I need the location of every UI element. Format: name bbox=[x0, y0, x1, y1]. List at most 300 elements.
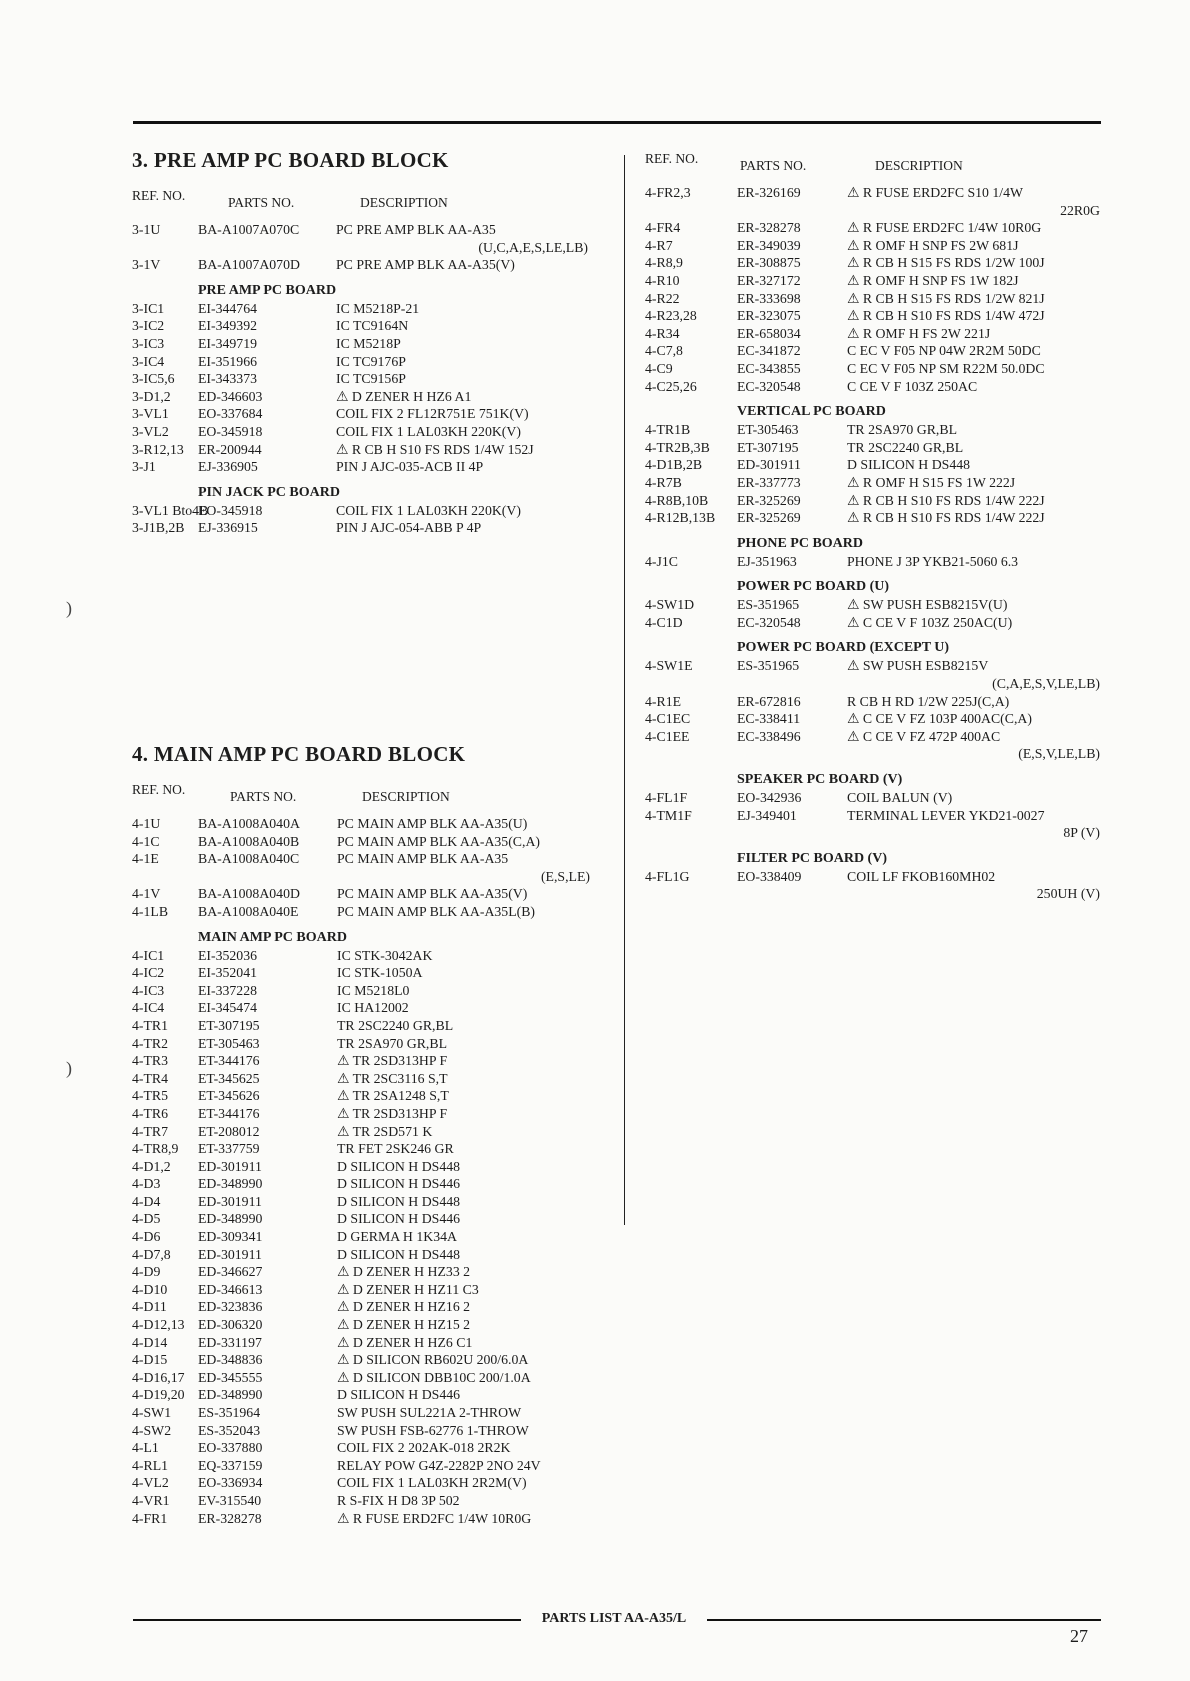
ref-no-cell: 4-TM1F bbox=[645, 807, 692, 823]
parts-no-cell: EO-338409 bbox=[737, 868, 802, 884]
table-row bbox=[645, 378, 1105, 396]
ref-no-cell: 4-TR6 bbox=[132, 1105, 169, 1121]
section-title: 4. MAIN AMP PC BOARD BLOCK bbox=[132, 742, 466, 766]
description-cell: RELAY POW G4Z-2282P 2NO 24V bbox=[337, 1457, 541, 1473]
parts-no-cell: ED-301911 bbox=[198, 1246, 262, 1262]
ref-no-cell: 4-FR1 bbox=[132, 1510, 168, 1526]
description-cell: IC STK-1050A bbox=[337, 965, 423, 981]
table-row bbox=[132, 370, 612, 388]
ref-no-cell: 3-IC1 bbox=[132, 300, 165, 316]
table-row bbox=[645, 254, 1105, 272]
table-row bbox=[132, 335, 612, 353]
ref-no-cell: 4-D4 bbox=[132, 1193, 161, 1209]
ref-no-cell: 4-J1C bbox=[645, 553, 678, 569]
ref-no-cell: 4-1C bbox=[132, 833, 160, 849]
parts-no-cell: EI-349719 bbox=[198, 335, 258, 351]
parts-no-cell: EO-337684 bbox=[198, 406, 263, 422]
ref-no-cell: 3-1U bbox=[132, 222, 161, 237]
table-row bbox=[645, 509, 1105, 527]
header-parts-no: PARTS NO. bbox=[228, 195, 295, 210]
ref-no-cell: 4-TR4 bbox=[132, 1070, 169, 1086]
parts-no-cell: ED-346613 bbox=[198, 1281, 263, 1297]
description-cell: COIL FIX 1 LAL03KH 2R2M(V) bbox=[337, 1475, 527, 1491]
table-row bbox=[132, 999, 612, 1017]
parts-no-cell: ED-323836 bbox=[198, 1299, 263, 1315]
description-cell: SW PUSH SUL221A 2-THROW bbox=[337, 1405, 522, 1420]
description-cell: ⚠ TR 2SD571 K bbox=[337, 1123, 433, 1139]
description-cell: ⚠ D ZENER H HZ11 C3 bbox=[337, 1281, 479, 1297]
ref-no-cell: 4-D1B,2B bbox=[645, 457, 703, 473]
parts-no-cell: ES-351965 bbox=[737, 597, 800, 613]
ref-no-cell: 3-IC2 bbox=[132, 318, 165, 334]
header-description: DESCRIPTION bbox=[360, 195, 448, 210]
ref-no-cell: 4-D11 bbox=[132, 1299, 167, 1315]
table-row bbox=[132, 1404, 612, 1422]
table-row bbox=[645, 728, 1105, 746]
main-amp-section bbox=[132, 742, 612, 1527]
parts-no-cell: ED-346627 bbox=[198, 1264, 263, 1280]
header-ref: REF. NO. bbox=[645, 151, 699, 166]
table-row bbox=[132, 317, 612, 335]
header-description: DESCRIPTION bbox=[362, 789, 450, 804]
ref-no-cell: 4-R8B,10B bbox=[645, 492, 709, 508]
description-cell: ⚠ R CB H S10 FS RDS 1/4W 222J bbox=[847, 492, 1045, 508]
parts-no-cell: ES-351964 bbox=[198, 1405, 261, 1420]
table-row bbox=[132, 947, 612, 965]
ref-no-cell: 4-TR2B,3B bbox=[645, 439, 710, 455]
ref-no-cell: 4-SW1D bbox=[645, 597, 695, 613]
description-cell: D SILICON H DS446 bbox=[337, 1211, 461, 1227]
description-cell: PIN J AJC-035-ACB II 4P bbox=[336, 459, 484, 475]
table-row bbox=[132, 1298, 612, 1316]
header-ref: REF. NO. bbox=[132, 782, 186, 797]
parts-no-cell: ED-301911 bbox=[737, 457, 801, 473]
parts-no-cell: EQ-337159 bbox=[198, 1457, 263, 1473]
ref-no-cell: 3-IC5,6 bbox=[132, 371, 175, 387]
table-row bbox=[132, 1105, 612, 1123]
table-row bbox=[132, 885, 612, 903]
ref-no-cell: 4-R34 bbox=[645, 325, 680, 341]
table-row bbox=[132, 1175, 612, 1193]
description-cell: COIL FIX 1 LAL03KH 220K(V) bbox=[336, 423, 521, 439]
parts-no-cell: ER-326169 bbox=[737, 185, 801, 200]
board-subheading: PRE AMP PC BOARD bbox=[198, 282, 337, 298]
parts-no-cell: ET-345625 bbox=[198, 1070, 260, 1086]
table-row bbox=[132, 1087, 612, 1105]
description-cell: ⚠ R CB H S10 FS RDS 1/4W 472J bbox=[847, 308, 1045, 324]
page-number: 27 bbox=[1070, 1626, 1088, 1646]
parts-no-cell: EV-315540 bbox=[198, 1492, 262, 1508]
parts-no-cell: ED-348990 bbox=[198, 1176, 263, 1192]
ref-no-cell: 4-D6 bbox=[132, 1229, 161, 1245]
ref-no-cell: 4-R1E bbox=[645, 693, 682, 709]
table-row bbox=[645, 596, 1105, 614]
ref-no-cell: 4-R23,28 bbox=[645, 308, 697, 324]
description-cell: D SILICON H DS446 bbox=[337, 1176, 461, 1192]
ref-no-cell: 4-SW1E bbox=[645, 658, 693, 674]
board-subheading: PIN JACK PC BOARD bbox=[198, 484, 340, 500]
description-cell: ⚠ R FUSE ERD2FC S10 1/4W bbox=[847, 185, 1024, 200]
table-row bbox=[132, 441, 612, 459]
ref-no-cell: 4-VR1 bbox=[132, 1492, 170, 1508]
description-cell: ⚠ D ZENER H HZ6 C1 bbox=[337, 1334, 473, 1350]
ref-no-cell: 3-1V bbox=[132, 257, 161, 273]
table-row bbox=[132, 1510, 612, 1528]
description-cell: PHONE J 3P YKB21-5060 6.3 bbox=[847, 553, 1019, 569]
ref-no-cell: 4-SW2 bbox=[132, 1422, 172, 1438]
ref-no-cell: 4-C1EC bbox=[645, 711, 691, 727]
ref-no-cell: 4-RL1 bbox=[132, 1457, 169, 1473]
parts-no-cell: EO-345918 bbox=[198, 423, 263, 439]
description-cell: COIL BALUN (V) bbox=[847, 790, 953, 806]
parts-no-cell: ES-351965 bbox=[737, 658, 800, 674]
table-row bbox=[132, 1228, 612, 1246]
ref-no-cell: 4-D9 bbox=[132, 1264, 161, 1280]
column-divider bbox=[624, 155, 625, 1225]
parts-no-cell: ER-327172 bbox=[737, 272, 801, 288]
table-header bbox=[132, 779, 612, 815]
ref-no-cell: 4-FR4 bbox=[645, 220, 681, 236]
ref-no-cell: 4-D14 bbox=[132, 1334, 168, 1350]
table-row bbox=[645, 219, 1105, 237]
description-cell: ⚠ D ZENER H HZ33 2 bbox=[337, 1264, 471, 1280]
ref-no-cell: 4-D10 bbox=[132, 1281, 168, 1297]
description-cell: IC TC9164N bbox=[336, 318, 409, 334]
parts-no-cell: ER-308875 bbox=[737, 255, 801, 271]
parts-table bbox=[132, 221, 612, 537]
section-title: 3. PRE AMP PC BOARD BLOCK bbox=[132, 148, 449, 172]
parts-no-cell: EI-344764 bbox=[198, 300, 258, 316]
description-cell: IC TC9156P bbox=[336, 371, 406, 387]
ref-no-cell: 4-R12B,13B bbox=[645, 510, 716, 526]
parts-no-cell: BA-A1008A040A bbox=[198, 816, 300, 831]
ref-no-cell: 4-IC2 bbox=[132, 965, 165, 981]
description-cell: PIN J AJC-054-ABB P 4P bbox=[336, 520, 482, 536]
description-cell: TR 2SA970 GR,BL bbox=[847, 422, 958, 438]
parts-no-cell: ET-305463 bbox=[737, 422, 799, 438]
ref-no-cell: 3-VL1 Bto4B bbox=[132, 502, 209, 518]
parts-no-cell: ED-346603 bbox=[198, 388, 263, 404]
description-cell: ⚠ D ZENER H HZ15 2 bbox=[337, 1317, 471, 1333]
description-cell: D SILICON H DS448 bbox=[337, 1246, 461, 1262]
table-header bbox=[645, 148, 1105, 184]
board-subheading: VERTICAL PC BOARD bbox=[737, 404, 886, 420]
description-cell: ⚠ C CE V F 103Z 250AC(U) bbox=[847, 614, 1013, 630]
ref-no-cell: 4-TR2 bbox=[132, 1035, 169, 1051]
parts-no-cell: EO-336934 bbox=[198, 1475, 263, 1491]
footer bbox=[133, 1613, 1101, 1627]
parts-no-cell: EI-345474 bbox=[198, 1000, 258, 1016]
header-description: DESCRIPTION bbox=[875, 158, 963, 173]
description-continuation: 8P (V) bbox=[1063, 825, 1100, 841]
parts-no-cell: EJ-336905 bbox=[198, 459, 258, 475]
parts-no-cell: ET-307195 bbox=[737, 439, 799, 455]
right-column bbox=[645, 148, 1105, 903]
table-row bbox=[132, 405, 612, 423]
ref-no-cell: 3-IC3 bbox=[132, 335, 165, 351]
parts-no-cell: ED-348836 bbox=[198, 1352, 263, 1368]
description-cell: ⚠ R OMF H SNP FS 2W 681J bbox=[847, 237, 1019, 253]
parts-no-cell: ER-323075 bbox=[737, 308, 801, 324]
header-parts-no: PARTS NO. bbox=[740, 158, 807, 173]
description-continuation: 250UH (V) bbox=[1036, 886, 1100, 902]
description-cell: PC MAIN AMP BLK AA-A35 bbox=[337, 851, 509, 867]
parts-no-cell: ER-672816 bbox=[737, 693, 801, 709]
pre-amp-section bbox=[132, 148, 612, 537]
header-parts-no: PARTS NO. bbox=[230, 789, 297, 804]
table-row bbox=[132, 1070, 612, 1088]
description-cell: PC MAIN AMP BLK AA-A35(C,A) bbox=[337, 833, 541, 849]
table-row bbox=[132, 1246, 612, 1264]
left-column bbox=[132, 148, 612, 1526]
table-row bbox=[132, 353, 612, 371]
parts-no-cell: ET-208012 bbox=[198, 1123, 260, 1139]
parts-no-cell: ED-348990 bbox=[198, 1211, 263, 1227]
ref-no-cell: 4-D3 bbox=[132, 1176, 161, 1192]
parts-no-cell: EI-352041 bbox=[198, 965, 258, 981]
ref-no-cell: 4-FL1F bbox=[645, 790, 688, 806]
description-cell: ⚠ D ZENER H HZ16 2 bbox=[337, 1299, 471, 1315]
description-cell: D GERMA H 1K34A bbox=[337, 1229, 457, 1245]
parts-table bbox=[645, 184, 1105, 903]
table-row bbox=[132, 519, 612, 537]
table-row bbox=[132, 1193, 612, 1211]
parts-no-cell: EJ-349401 bbox=[737, 807, 797, 823]
ref-no-cell: 4-D7,8 bbox=[132, 1246, 171, 1262]
parts-no-cell: EO-337880 bbox=[198, 1440, 263, 1456]
description-cell: ⚠ TR 2SA1248 S,T bbox=[337, 1088, 449, 1104]
parts-no-cell: EI-352036 bbox=[198, 947, 258, 963]
description-cell: D SILICON H DS446 bbox=[337, 1387, 461, 1403]
table-row bbox=[132, 256, 612, 274]
parts-no-cell: ED-309341 bbox=[198, 1229, 263, 1245]
table-row bbox=[132, 423, 612, 441]
board-subheading: MAIN AMP PC BOARD bbox=[198, 929, 347, 945]
table-row bbox=[132, 1052, 612, 1070]
description-cell: TR 2SC2240 GR,BL bbox=[847, 439, 964, 455]
table-row bbox=[645, 492, 1105, 510]
table-row bbox=[132, 388, 612, 406]
parts-no-cell: ER-325269 bbox=[737, 510, 801, 526]
table-row bbox=[645, 307, 1105, 325]
parts-no-cell: ER-337773 bbox=[737, 474, 801, 490]
description-cell: ⚠ TR 2SC3116 S,T bbox=[337, 1070, 448, 1086]
parts-no-cell: ED-306320 bbox=[198, 1317, 263, 1333]
ref-no-cell: 4-1LB bbox=[132, 903, 169, 919]
ref-no-cell: 3-IC4 bbox=[132, 353, 165, 369]
table-row bbox=[132, 502, 612, 520]
ref-no-cell: 4-C1EE bbox=[645, 728, 690, 744]
description-cell: ⚠ R FUSE ERD2FC 1/4W 10R0G bbox=[337, 1510, 532, 1526]
parts-no-cell: ET-337759 bbox=[198, 1141, 260, 1157]
parts-no-cell: ED-301911 bbox=[198, 1158, 262, 1174]
table-row bbox=[645, 272, 1105, 290]
description-cell: ⚠ R OMF H FS 2W 221J bbox=[847, 325, 991, 341]
parts-no-cell: ET-305463 bbox=[198, 1035, 260, 1051]
table-row bbox=[132, 850, 612, 868]
ref-no-cell: 4-SW1 bbox=[132, 1405, 172, 1420]
parts-table bbox=[132, 815, 612, 1527]
description-cell: PC MAIN AMP BLK AA-A35(U) bbox=[337, 816, 528, 831]
parts-no-cell: EO-345918 bbox=[198, 502, 263, 518]
description-cell: ⚠ C CE V FZ 472P 400AC bbox=[847, 728, 1001, 744]
table-row bbox=[132, 1123, 612, 1141]
parts-no-cell: ED-345555 bbox=[198, 1369, 263, 1385]
parts-no-cell: EI-351966 bbox=[198, 353, 258, 369]
description-continuation: (U,C,A,E,S,LE,LB) bbox=[478, 239, 588, 255]
ref-no-cell: 3-VL1 bbox=[132, 406, 169, 422]
description-cell: ⚠ TR 2SD313HP F bbox=[337, 1105, 448, 1121]
description-cell: TERMINAL LEVER YKD21-0027 bbox=[847, 807, 1045, 823]
parts-no-cell: ED-331197 bbox=[198, 1334, 262, 1350]
table-header bbox=[132, 185, 612, 221]
description-cell: ⚠ C CE V FZ 103P 400AC(C,A) bbox=[847, 711, 1032, 727]
ref-no-cell: 4-R22 bbox=[645, 290, 680, 306]
ref-no-cell: 4-FL1G bbox=[645, 868, 690, 884]
description-cell: ⚠ D SILICON DBB10C 200/1.0A bbox=[337, 1369, 531, 1385]
description-cell: ⚠ R CB H S15 FS RDS 1/2W 821J bbox=[847, 290, 1045, 306]
table-row bbox=[132, 300, 612, 318]
ref-no-cell: 4-D1,2 bbox=[132, 1158, 171, 1174]
ref-no-cell: 4-1E bbox=[132, 851, 159, 867]
table-row bbox=[645, 868, 1105, 886]
ref-no-cell: 4-C7,8 bbox=[645, 343, 683, 359]
ref-no-cell: 4-TR8,9 bbox=[132, 1141, 179, 1157]
parts-no-cell: ED-301911 bbox=[198, 1193, 262, 1209]
table-row bbox=[132, 1439, 612, 1457]
description-cell: ⚠ D ZENER H HZ6 A1 bbox=[336, 388, 472, 404]
parts-no-cell: ER-349039 bbox=[737, 237, 801, 253]
description-cell: ⚠ R CB H S10 FS RDS 1/4W 222J bbox=[847, 510, 1045, 526]
table-row bbox=[132, 833, 612, 851]
table-row bbox=[132, 1334, 612, 1352]
ref-no-cell: 4-D12,13 bbox=[132, 1317, 185, 1333]
table-row bbox=[645, 237, 1105, 255]
table-row bbox=[645, 657, 1105, 675]
table-row bbox=[132, 458, 612, 476]
table-row bbox=[132, 221, 612, 239]
ref-no-cell: 3-J1 bbox=[132, 459, 156, 475]
description-cell: D SILICON H DS448 bbox=[337, 1158, 461, 1174]
board-subheading: PHONE PC BOARD bbox=[737, 535, 863, 551]
parts-no-cell: EJ-351963 bbox=[737, 553, 797, 569]
table-row bbox=[132, 1386, 612, 1404]
ref-no-cell: 4-L1 bbox=[132, 1440, 159, 1456]
parts-no-cell: EI-349392 bbox=[198, 318, 258, 334]
parts-no-cell: EC-341872 bbox=[737, 343, 801, 359]
parts-no-cell: EC-320548 bbox=[737, 378, 801, 394]
ref-no-cell: 4-IC1 bbox=[132, 947, 165, 963]
table-row bbox=[645, 553, 1105, 571]
table-row bbox=[132, 964, 612, 982]
description-cell: C EC V F05 NP 04W 2R2M 50DC bbox=[847, 343, 1041, 359]
description-cell: R CB H RD 1/2W 225J(C,A) bbox=[847, 693, 1010, 709]
table-row bbox=[645, 456, 1105, 474]
footer-rule bbox=[707, 1619, 1101, 1621]
description-cell: COIL FIX 2 FL12R751E 751K(V) bbox=[336, 406, 529, 422]
table-row bbox=[132, 1316, 612, 1334]
binding-hole-mark: ) bbox=[66, 598, 72, 618]
table-row bbox=[645, 710, 1105, 728]
board-subheading: POWER PC BOARD (EXCEPT U) bbox=[737, 640, 950, 656]
ref-no-cell: 4-1V bbox=[132, 886, 161, 902]
description-cell: R S-FIX H D8 3P 502 bbox=[337, 1492, 460, 1508]
table-row bbox=[132, 1263, 612, 1281]
description-cell: ⚠ D SILICON RB602U 200/6.0A bbox=[337, 1352, 529, 1368]
table-row bbox=[645, 342, 1105, 360]
ref-no-cell: 4-1U bbox=[132, 816, 161, 831]
description-cell: IC STK-3042AK bbox=[337, 947, 433, 963]
parts-no-cell: BA-A1008A040C bbox=[198, 851, 300, 867]
parts-no-cell: EJ-336915 bbox=[198, 520, 258, 536]
description-cell: PC PRE AMP BLK AA-A35 bbox=[336, 222, 496, 237]
parts-no-cell: BA-A1007A070C bbox=[198, 222, 300, 237]
ref-no-cell: 4-VL2 bbox=[132, 1475, 169, 1491]
table-row bbox=[645, 290, 1105, 308]
parts-no-cell: ER-328278 bbox=[198, 1510, 262, 1526]
description-cell: PC MAIN AMP BLK AA-A35L(B) bbox=[337, 903, 536, 919]
description-cell: D SILICON H DS448 bbox=[337, 1193, 461, 1209]
parts-no-cell: EC-343855 bbox=[737, 360, 801, 376]
description-cell: SW PUSH FSB-62776 1-THROW bbox=[337, 1422, 529, 1438]
parts-no-cell: ER-658034 bbox=[737, 325, 801, 341]
parts-no-cell: EO-342936 bbox=[737, 790, 802, 806]
description-cell: PC MAIN AMP BLK AA-A35(V) bbox=[337, 886, 528, 902]
ref-no-cell: 4-R10 bbox=[645, 272, 680, 288]
parts-no-cell: ER-328278 bbox=[737, 220, 801, 236]
footer-title: PARTS LIST AA-A35/L bbox=[541, 1611, 687, 1626]
parts-no-cell: ER-333698 bbox=[737, 290, 801, 306]
description-continuation: (C,A,E,S,V,LE,LB) bbox=[992, 676, 1100, 692]
table-row bbox=[645, 439, 1105, 457]
table-row bbox=[645, 325, 1105, 343]
ref-no-cell: 4-R7B bbox=[645, 474, 682, 490]
ref-no-cell: 4-D5 bbox=[132, 1211, 161, 1227]
ref-no-cell: 4-TR7 bbox=[132, 1123, 169, 1139]
description-cell: ⚠ R FUSE ERD2FC 1/4W 10R0G bbox=[847, 220, 1042, 236]
description-cell: ⚠ R CB H S15 FS RDS 1/2W 100J bbox=[847, 255, 1045, 271]
parts-no-cell: EC-320548 bbox=[737, 614, 801, 630]
table-row bbox=[132, 1351, 612, 1369]
description-cell: IC M5218P-21 bbox=[336, 300, 420, 316]
ref-no-cell: 3-D1,2 bbox=[132, 388, 171, 404]
description-cell: TR 2SA970 GR,BL bbox=[337, 1035, 448, 1051]
binding-hole-mark: ) bbox=[66, 1058, 72, 1078]
description-cell: ⚠ R OMF H S15 FS 1W 222J bbox=[847, 474, 1016, 490]
description-cell: ⚠ R OMF H SNP FS 1W 182J bbox=[847, 272, 1019, 288]
description-cell: IC HA12002 bbox=[337, 1000, 409, 1016]
description-cell: IC TC9176P bbox=[336, 353, 406, 369]
ref-no-cell: 4-FR2,3 bbox=[645, 185, 691, 200]
parts-no-cell: ED-348990 bbox=[198, 1387, 263, 1403]
ref-no-cell: 4-R7 bbox=[645, 237, 673, 253]
table-row bbox=[132, 1017, 612, 1035]
ref-no-cell: 4-TR3 bbox=[132, 1053, 169, 1069]
table-row bbox=[645, 614, 1105, 632]
table-row bbox=[132, 1158, 612, 1176]
description-cell: PC PRE AMP BLK AA-A35(V) bbox=[336, 257, 515, 273]
ref-no-cell: 4-R8,9 bbox=[645, 255, 683, 271]
description-cell: TR FET 2SK246 GR bbox=[337, 1141, 454, 1157]
parts-no-cell: ET-344176 bbox=[198, 1053, 260, 1069]
ref-no-cell: 3-R12,13 bbox=[132, 441, 184, 457]
description-continuation: 22R0G bbox=[1060, 202, 1100, 218]
table-row bbox=[645, 184, 1105, 202]
table-row bbox=[132, 1210, 612, 1228]
table-row bbox=[645, 807, 1105, 825]
table-row bbox=[645, 421, 1105, 439]
parts-no-cell: ES-352043 bbox=[198, 1422, 261, 1438]
